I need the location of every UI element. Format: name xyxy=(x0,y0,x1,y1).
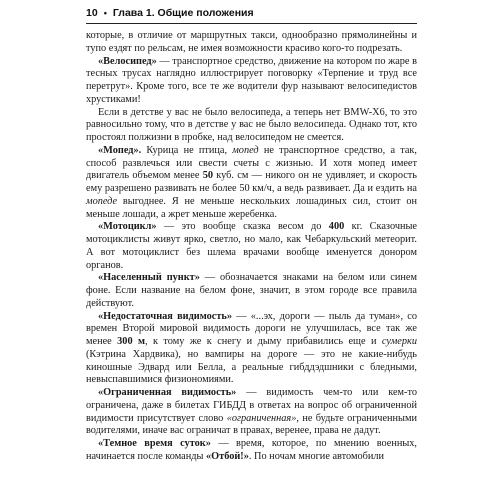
italic-text: сумерки xyxy=(381,336,417,347)
page-number: 10 xyxy=(86,7,98,19)
italic-text: «ограниченная» xyxy=(226,412,297,424)
header-rule xyxy=(86,23,417,24)
bold-text: «Отбой!» xyxy=(205,450,249,462)
text-run: . По ночам многие автомобили xyxy=(248,450,385,462)
text-run: — обозначается знаками на белом или синем фоне. Если название на белом фоне, значит, в этом городе все правила действуют. xyxy=(86,272,417,309)
text-run: Курица не птица, xyxy=(141,144,233,156)
paragraph xyxy=(86,311,417,388)
paragraph xyxy=(86,30,417,56)
paragraph xyxy=(86,387,417,438)
italic-text: мопед xyxy=(232,144,259,156)
text-run: куб. см — никого он не удивляет, и скорость ему разрешено развивать не более 50 км/ч, а ведь развивает. Да и ездить на xyxy=(86,170,417,194)
header-bullet: • xyxy=(103,8,107,18)
paragraph xyxy=(86,145,417,222)
bold-text: 400 xyxy=(328,221,345,233)
text-run: — видимость чем-то или кем-то ограничена, даже в билетах ГИБДД в ответах на вопрос об ограниченной видимости присутствует слово xyxy=(86,387,417,424)
bold-text: «Велосипед» xyxy=(98,55,157,67)
bold-text: «Темное время суток» xyxy=(98,438,211,449)
paragraph xyxy=(86,107,417,145)
text-run: — транспортное средство, движение на котором по жаре в тесных трусах наглядно иллюстрирует поговорку «Терпение и труд все перетрут». Кроме того, все те же водители фур называют велосипедистов хрустиками! xyxy=(86,55,417,105)
page-body-text xyxy=(86,30,417,464)
bold-text: 50 xyxy=(202,170,213,182)
text-run: Если в детстве у вас не было велосипеда, а теперь нет BMW-X6, то это равносильно тому, что в детстве у вас не было велосипеда. Однако тот, кто простоял полжизни в пробке, над велосипедом не смеется. xyxy=(86,106,417,143)
paragraph xyxy=(86,438,417,464)
paragraph xyxy=(86,272,417,310)
bold-text: 300 м xyxy=(117,336,146,347)
text-run: — время, которое, по мнению военных, начинается после команды xyxy=(86,438,417,462)
text-run: — «...эх, дороги — пыль да туман», со времен Второй мировой видимость дороги не улучшилась, все так же менее xyxy=(86,310,417,347)
text-run: не транспортное средство, а так, способ развлечься или свести счеты с жизнью. И хотя мопед имеет двигатель объемом менее xyxy=(86,144,417,182)
bold-text: «Населенный пункт» xyxy=(98,272,200,284)
text-run: (Кэтрина Хардвика), но вампиры на дороге — это не какие-нибудь киношные Эдвард или Белла, а реальные гибддэдшники с бледными, невыспавшимися физиономиями. xyxy=(86,348,417,386)
italic-text: мопеде xyxy=(86,195,118,207)
bold-text: «Ограниченная видимость» xyxy=(98,387,237,398)
text-run: выгоднее. Я не меньше нескольких лошадиных сил, стоит он меньше лошади, а жрет меньше жеребенка. xyxy=(86,195,417,220)
paragraph xyxy=(86,56,417,107)
bold-text: «Мопед». xyxy=(98,144,142,156)
bold-text: «Недостаточная видимость» xyxy=(98,310,232,322)
bold-text: «Мотоцикл» xyxy=(98,221,157,233)
text-run: кг. Сказочные мотоциклисты живут ярко, светло, но мало, как Чебаркульский метеорит. А вот мотоциклист без шлема врачами вообще именуется донором органов. xyxy=(86,221,417,271)
running-header xyxy=(86,6,416,20)
chapter-title: Глава 1. Общие положения xyxy=(112,7,254,19)
text-run: — это вообще сказка весом до xyxy=(156,221,329,233)
text-run: , к тому же к снегу и дыму прибавились еще и xyxy=(145,336,382,347)
paragraph xyxy=(86,221,417,272)
text-run: которые, в отличие от маршрутных такси, однообразно прямолинейны и тупо ездят по рельсам, не имея возможности красиво кого-то подрезать. xyxy=(86,30,417,54)
text-run: , не будьте ограниченными водителями, иначе вас ограничат в правах, веренее, права не дадут. xyxy=(86,412,417,437)
